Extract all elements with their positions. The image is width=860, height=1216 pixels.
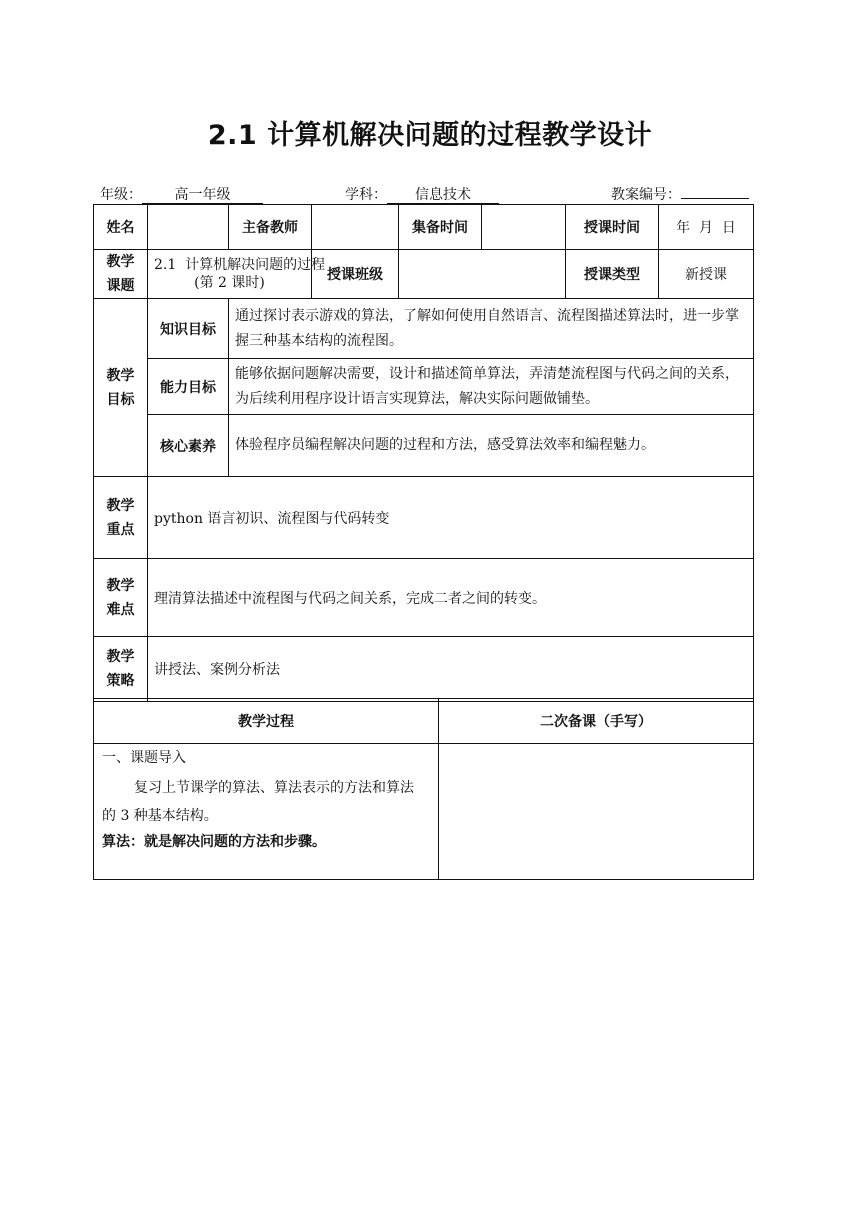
process-header-row	[94, 699, 754, 744]
strategy-label	[94, 637, 148, 702]
section-title: 一、课题导入	[102, 750, 186, 766]
topic-label-line2: 课题	[106, 278, 135, 294]
key-points-label-line2: 重点	[106, 521, 135, 538]
class-value	[399, 250, 566, 299]
process-content	[94, 744, 439, 880]
goal-row-knowledge	[94, 299, 754, 359]
strategy-label-line2: 策略	[106, 673, 135, 689]
page-title: 2.1 计算机解决问题的过程教学设计	[207, 120, 653, 151]
difficulty-label-line1: 教学	[106, 577, 135, 594]
topic-label-line1: 教学	[106, 254, 135, 270]
key-points-row	[94, 477, 754, 559]
topic-label	[94, 250, 148, 299]
difficulty-row	[94, 559, 754, 637]
knowledge-goal-label: 知识目标	[148, 299, 229, 359]
goal-row-core	[94, 415, 754, 477]
goals-label-line2: 目标	[106, 391, 135, 408]
info-row-basic	[94, 205, 754, 250]
difficulty-label-line2: 难点	[106, 601, 135, 618]
grade-field	[100, 184, 263, 204]
topic-line2: (第 2 课时)	[194, 275, 265, 291]
subject-value: 信息技术	[387, 187, 499, 204]
class-label: 授课班级	[312, 250, 399, 299]
process-header-right: 二次备课（手写）	[439, 699, 754, 744]
core-literacy-text: 体验程序员编程解决问题的过程和方法，感受算法效率和编程魅力。	[229, 415, 754, 477]
grade-label: 年级：	[100, 187, 142, 203]
knowledge-goal-text: 通过探讨表示游戏的算法，了解如何使用自然语言、流程图描述算法时，进一步掌握三种基本结构的流程图。	[229, 299, 754, 359]
strategy-label-line1: 教学	[106, 649, 135, 665]
ability-goal-label: 能力目标	[148, 359, 229, 415]
secondary-prep-area	[439, 744, 754, 880]
difficulty-text: 理清算法描述中流程图与代码之间关系，完成二者之间的转变。	[148, 559, 754, 637]
key-points-text: python 语言初识、流程图与代码转变	[148, 477, 754, 559]
ability-goal-text: 能够依据问题解决需要，设计和描述简单算法，弄清楚流程图与代码之间的关系，为后续利用程序设计语言实现算法，解决实际问题做铺垫。	[229, 359, 754, 415]
prep-time-value	[482, 205, 566, 250]
lesson-info-table	[93, 204, 754, 702]
name-value	[148, 205, 229, 250]
teacher-label: 主备教师	[229, 205, 312, 250]
goal-row-ability	[94, 359, 754, 415]
process-header-left: 教学过程	[94, 699, 439, 744]
class-time-label: 授课时间	[566, 205, 659, 250]
key-points-label-line1: 教学	[106, 497, 135, 514]
topic-value	[148, 250, 326, 299]
prep-time-label: 集备时间	[399, 205, 482, 250]
class-time-value: 年 月 日	[659, 205, 754, 250]
difficulty-label	[94, 559, 148, 637]
goals-label	[94, 299, 148, 477]
topic-line1: 2.1 计算机解决问题的过程	[154, 257, 326, 273]
info-row-topic	[94, 250, 754, 299]
name-label: 姓名	[94, 205, 148, 250]
review-paragraph-line2: 的 3 种基本结构。	[102, 808, 218, 824]
plan-number-label: 教案编号：	[611, 187, 681, 203]
teaching-process-table	[93, 698, 754, 880]
core-literacy-label: 核心素养	[148, 415, 229, 477]
teacher-value	[312, 205, 399, 250]
strategy-text: 讲授法、案例分析法	[148, 637, 754, 702]
process-body-row	[94, 744, 754, 880]
type-value: 新授课	[659, 250, 754, 299]
algorithm-definition: 算法：就是解决问题的方法和步骤。	[102, 834, 326, 850]
grade-value: 高一年级	[142, 187, 263, 204]
review-paragraph-line1: 复习上节课学的算法、算法表示的方法和算法	[134, 780, 414, 796]
subject-label: 学科：	[345, 187, 387, 203]
plan-number-value	[681, 198, 749, 199]
goals-label-line1: 教学	[106, 367, 135, 384]
plan-number-field	[611, 184, 749, 204]
subject-field	[345, 184, 499, 204]
key-points-label	[94, 477, 148, 559]
type-label: 授课类型	[566, 250, 659, 299]
strategy-row	[94, 637, 754, 702]
